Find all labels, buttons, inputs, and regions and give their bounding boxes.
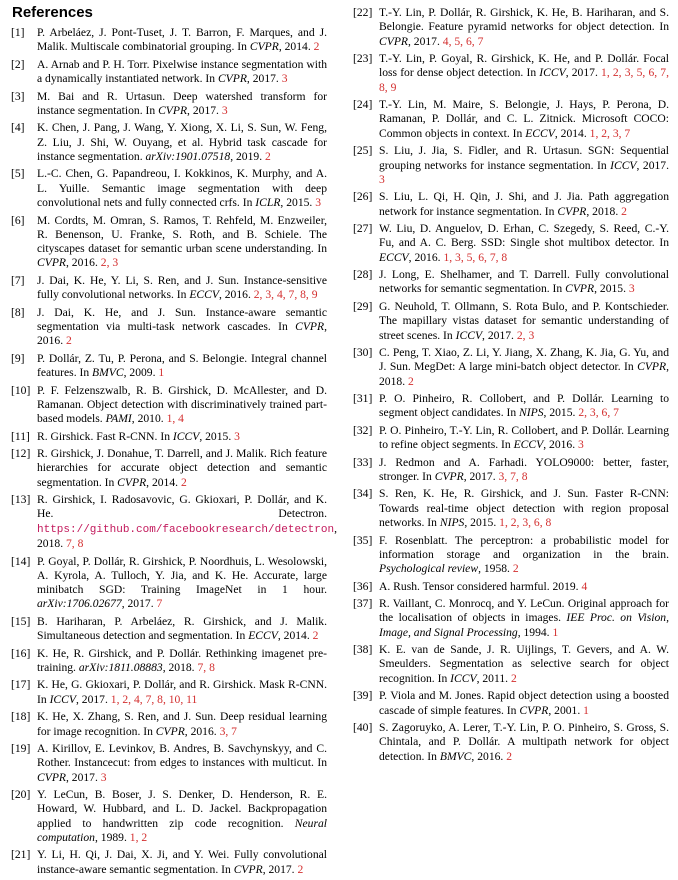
reference-url-link[interactable]: https://github.com/facebookresearch/detectron	[37, 523, 335, 536]
reference-venue: PAMI	[105, 412, 132, 426]
reference-number: [5]	[11, 167, 25, 181]
reference-number: [21]	[11, 848, 31, 862]
reference-text: T.-Y. Lin, P. Dollár, R. Girshick, K. He, B. Hariharan, and S. Belongie. Feature pyramid networks for object detection. In	[379, 6, 669, 34]
reference-number: [7]	[11, 273, 25, 287]
reference-venue: arXiv:1811.08883	[78, 660, 163, 674]
reference-entry	[11, 493, 337, 551]
reference-number: [29]	[353, 299, 373, 313]
reference-text: P. Viola and M. Jones. Rapid object detection using a boosted cascade of simple features. In	[379, 689, 669, 717]
reference-venue: CVPR	[434, 469, 464, 483]
reference-venue: CVPR	[379, 34, 408, 48]
reference-year: , 2018.	[37, 521, 337, 551]
backref-page-links[interactable]: 2	[621, 204, 627, 218]
reference-year: , 2017.	[565, 66, 598, 80]
reference-text: S. Zagoruyko, A. Lerer, T.-Y. Lin, P. O. Pinheiro, S. Gross, S. Chintala, and P. Dollár. A multipath network for object detection. In	[379, 721, 669, 763]
section-title: References	[12, 4, 93, 21]
reference-venue: arXiv:1901.07518	[145, 149, 231, 163]
reference-number: [22]	[353, 6, 373, 19]
reference-venue: CVPR	[158, 103, 188, 117]
reference-text: A. Kirillov, E. Levinkov, B. Andres, B. Savchynskyy, and C. Rother. Instancecut: from edges to instances with multicut. In	[37, 742, 327, 770]
reference-number: [3]	[11, 89, 25, 103]
backref-page-links[interactable]: 3, 7	[219, 724, 237, 738]
backref-page-links[interactable]: 3	[578, 438, 584, 452]
backref-page-links[interactable]: 1, 2, 3, 5, 6, 7, 8, 9	[379, 66, 669, 94]
reference-entry	[353, 392, 669, 421]
reference-year: , 2015.	[199, 429, 232, 443]
reference-entry	[353, 487, 669, 530]
reference-entry	[11, 121, 327, 164]
backref-page-links[interactable]: 3, 7, 8	[498, 469, 528, 483]
reference-number: [31]	[353, 392, 373, 406]
backref-page-links[interactable]: 3	[315, 196, 322, 210]
reference-year: , 2015.	[594, 282, 626, 296]
reference-year: , 2017.	[246, 72, 279, 86]
reference-year: , 2017.	[636, 158, 669, 172]
reference-year: , 2016.	[37, 319, 327, 348]
backref-page-links[interactable]: 2	[265, 149, 271, 163]
backref-page-links[interactable]: 2, 3	[100, 256, 119, 270]
reference-venue: ECCV	[189, 288, 219, 302]
backref-page-links[interactable]: 7	[156, 597, 163, 611]
reference-entry	[11, 678, 327, 707]
reference-text: R. Girshick. Fast R-CNN. In	[37, 429, 173, 443]
backref-page-links[interactable]: 1, 2, 3, 7	[589, 126, 631, 140]
reference-year: , 2015.	[543, 406, 576, 420]
reference-venue: CVPR	[557, 204, 587, 218]
reference-venue: ICCV	[172, 429, 200, 443]
reference-entry	[353, 98, 669, 141]
reference-venue: NIPS	[519, 406, 544, 420]
backref-page-links[interactable]: 1, 2, 4, 7, 8, 10, 11	[110, 692, 198, 706]
reference-number: [24]	[353, 98, 373, 112]
reference-entry	[11, 710, 327, 739]
reference-number: [26]	[353, 190, 373, 204]
reference-text: J. Redmon and A. Farhadi. YOLO9000: better, faster, stronger. In	[379, 455, 669, 483]
reference-venue: ICCV	[455, 328, 483, 342]
reference-number: [2]	[11, 57, 25, 71]
backref-page-links[interactable]: 2, 3, 4, 7, 8, 9	[253, 288, 318, 302]
backref-page-links[interactable]: 7, 8	[66, 537, 84, 551]
reference-year: , 2017.	[75, 692, 108, 706]
reference-year: , 2016.	[408, 250, 441, 264]
reference-text: R. Girshick, I. Radosavovic, G. Gkioxari, P. Dollár, and K. He. Detectron.	[37, 493, 327, 521]
reference-text: B. Hariharan, P. Arbeláez, R. Girshick, and J. Malik. Simultaneous detection and segmentation. In	[37, 614, 327, 643]
reference-number: [40]	[353, 721, 373, 735]
reference-number: [20]	[11, 788, 31, 802]
reference-venue: ICCV	[450, 671, 477, 685]
backref-page-links[interactable]: 1, 2	[129, 831, 148, 844]
reference-year: , 2016.	[543, 438, 576, 452]
reference-venue: CVPR	[37, 770, 66, 784]
reference-entry	[353, 534, 669, 577]
backref-page-links[interactable]: 7, 8	[197, 660, 215, 674]
reference-text: A. Arnab and P. H. Torr. Pixelwise instance segmentation with a dynamically instantiated network. In	[37, 57, 327, 86]
backref-page-links[interactable]: 2	[510, 671, 517, 685]
backref-page-links[interactable]: 3	[628, 282, 635, 296]
reference-venue: CVPR	[295, 319, 325, 333]
reference-number: [11]	[11, 429, 30, 443]
reference-number: [15]	[11, 614, 31, 628]
reference-number: [28]	[353, 268, 373, 282]
reference-venue: IEE Proc. on Vision, Image, and Signal Processing	[379, 611, 669, 639]
backref-page-links[interactable]: 3	[234, 429, 240, 443]
reference-entry	[11, 615, 327, 644]
reference-venue: Psychological review	[379, 562, 479, 576]
reference-number: [25]	[353, 144, 373, 158]
reference-venue: CVPR	[565, 282, 595, 296]
backref-page-links[interactable]: 2, 3	[516, 328, 535, 342]
reference-text: K. He, R. Girshick, and P. Dollár. Rethinking imagenet pre-training.	[37, 646, 327, 674]
reference-number: [12]	[11, 447, 31, 461]
reference-year: , 2014.	[278, 40, 311, 54]
reference-entry	[353, 300, 669, 343]
reference-venue: ECCV	[513, 438, 544, 452]
reference-entry	[353, 689, 669, 718]
reference-entry	[11, 647, 327, 676]
backref-page-links[interactable]: 2	[180, 475, 187, 489]
reference-year: , 2017.	[463, 469, 496, 483]
reference-number: [30]	[353, 346, 373, 360]
reference-entry	[353, 222, 669, 265]
reference-year: , 2018.	[162, 660, 195, 674]
reference-year: , 1994.	[517, 625, 550, 639]
reference-entry	[353, 190, 669, 219]
reference-year: , 2016.	[471, 749, 504, 763]
reference-entry	[11, 352, 327, 381]
reference-entry	[11, 742, 327, 785]
reference-entry	[353, 6, 669, 49]
reference-number: [18]	[11, 710, 31, 724]
reference-entry	[353, 597, 669, 640]
reference-entry	[11, 26, 327, 55]
reference-number: [16]	[11, 646, 31, 660]
reference-year: , 2001.	[548, 703, 581, 717]
reference-year: , 2016.	[65, 256, 98, 270]
reference-text: W. Liu, D. Anguelov, D. Erhan, C. Szegedy, S. Reed, C.-Y. Fu, and A. C. Berg. SSD: Single shot multibox detector. In	[379, 222, 669, 250]
reference-entry	[11, 384, 327, 427]
backref-page-links[interactable]: 1	[552, 625, 559, 639]
reference-venue: ECCV	[525, 126, 555, 140]
reference-text: K. He, G. Gkioxari, P. Dollár, and R. Girshick. Mask R-CNN. In	[37, 678, 327, 706]
reference-number: [27]	[353, 222, 373, 236]
reference-entry	[353, 580, 669, 594]
reference-number: [35]	[353, 533, 373, 547]
reference-year: , 2014.	[277, 629, 310, 643]
reference-venue: NIPS	[439, 516, 465, 530]
backref-page-links[interactable]: 3	[221, 103, 228, 117]
reference-entry	[11, 214, 327, 271]
reference-year: , 1989.	[94, 831, 127, 844]
reference-number: [13]	[11, 493, 31, 507]
reference-entry	[353, 424, 669, 453]
backref-page-links[interactable]: 2, 3, 6, 7	[578, 406, 619, 420]
reference-text: K. Chen, J. Pang, J. Wang, Y. Xiong, X. Li, S. Sun, W. Feng, Z. Liu, J. Shi, W. Ouyang, et al. Hybrid task cascade for instance segmentation.	[37, 121, 327, 163]
backref-page-links[interactable]: 2	[66, 334, 72, 348]
reference-number: [17]	[11, 678, 31, 692]
reference-entry	[11, 90, 327, 119]
reference-venue: BMVC	[92, 366, 124, 380]
reference-year: , 2015.	[464, 516, 497, 530]
reference-year: , 2011.	[476, 671, 509, 685]
reference-venue: CVPR	[249, 40, 279, 54]
reference-number: [34]	[353, 487, 373, 501]
reference-entry	[353, 268, 669, 297]
reference-text: R. Girshick, J. Donahue, T. Darrell, and J. Malik. Rich feature hierarchies for accurate object detection and semantic segmentation. In	[37, 447, 327, 489]
reference-venue: arXiv:1706.02677	[37, 597, 122, 611]
reference-text: C. Peng, T. Xiao, Z. Li, Y. Jiang, X. Zhang, K. Jia, G. Yu, and J. Sun. MegDet: A large mini-batch object detector. In	[379, 346, 669, 374]
reference-year: , 2014.	[554, 126, 587, 140]
reference-text: K. E. van de Sande, J. R. Uijlings, T. Gevers, and A. W. Smeulders. Segmentation as selective search for object recognition. In	[379, 643, 669, 685]
reference-year: , 2017.	[65, 770, 98, 784]
reference-venue: ICLR	[255, 196, 281, 210]
backref-page-links[interactable]: 1	[583, 703, 589, 717]
reference-text: S. Liu, L. Qi, H. Qin, J. Shi, and J. Jia. Path aggregation network for instance segmentation. In	[379, 190, 669, 218]
reference-text: A. Rush. Tensor considered harmful. 2019.	[379, 579, 579, 593]
reference-year: , 2015.	[280, 196, 313, 210]
reference-year: , 2014.	[146, 475, 179, 489]
reference-text: T.-Y. Lin, M. Maire, S. Belongie, J. Hays, P. Perona, D. Ramanan, P. Dollár, and C. L. Zitnick. Microsoft COCO: Common objects in context. In	[379, 98, 669, 140]
reference-text: T.-Y. Lin, P. Goyal, R. Girshick, K. He, and P. Dollár. Focal loss for dense object detection. In	[379, 52, 669, 80]
reference-venue: ECCV	[379, 250, 409, 264]
reference-venue: CVPR	[233, 862, 263, 876]
reference-entry	[11, 447, 327, 490]
reference-venue: CVPR	[117, 475, 147, 489]
references-column-right	[353, 6, 669, 767]
reference-venue: BMVC	[439, 749, 472, 763]
reference-text: J. Dai, K. He, Y. Li, S. Ren, and J. Sun. Instance-sensitive fully convolutional networks. In	[37, 273, 327, 302]
reference-text: F. Rosenblatt. The perceptron: a probabilistic model for information storage and organization in the brain.	[379, 533, 669, 561]
backref-page-links[interactable]: 2	[506, 749, 513, 763]
reference-number: [9]	[11, 351, 25, 365]
reference-text: M. Bai and R. Urtasun. Deep watershed transform for instance segmentation. In	[37, 89, 327, 117]
reference-number: [6]	[11, 213, 25, 227]
reference-number: [23]	[353, 52, 373, 66]
reference-number: [32]	[353, 423, 373, 437]
reference-number: [14]	[11, 554, 31, 568]
reference-number: [10]	[11, 383, 31, 397]
reference-entry	[11, 555, 327, 612]
reference-text: J. Long, E. Shelhamer, and T. Darrell. Fully convolutional networks for semantic segmentation. In	[379, 268, 669, 296]
reference-year: , 2017.	[121, 597, 154, 611]
reference-text: M. Cordts, M. Omran, S. Ramos, T. Rehfeld, M. Enzweiler, R. Benenson, U. Franke, S. Roth, and B. Schiele. The cityscapes dataset for semantic urban scene understanding. In	[37, 213, 327, 256]
reference-venue: CVPR	[155, 724, 185, 738]
reference-venue: CVPR	[217, 72, 247, 86]
reference-venue: CVPR	[37, 256, 66, 270]
reference-number: [38]	[353, 643, 373, 657]
reference-text: P. Goyal, P. Dollár, R. Girshick, P. Noordhuis, L. Wesolowski, A. Kyrola, A. Tulloch, Y. Jia, and K. He. Accurate, large minibatch SGD: Training ImageNet in 1 hour.	[37, 554, 327, 597]
reference-number: [33]	[353, 455, 373, 469]
reference-text: P. Arbeláez, J. Pont-Tuset, J. T. Barron, F. Marques, and J. Malik. Multiscale combinatorial grouping. In	[37, 26, 327, 54]
reference-entry	[353, 721, 669, 764]
reference-number: [39]	[353, 689, 373, 703]
backref-page-links[interactable]: 2	[297, 862, 304, 876]
reference-entry	[11, 306, 327, 349]
reference-number: [1]	[11, 26, 25, 39]
reference-year: , 2009.	[123, 366, 156, 380]
reference-text: S. Ren, K. He, R. Girshick, and J. Sun. Faster R-CNN: Towards real-time object detection with region proposal networks. In	[379, 487, 669, 530]
backref-page-links[interactable]: 1	[158, 366, 165, 380]
backref-page-links[interactable]: 4, 5, 6, 7	[442, 34, 484, 48]
reference-number: [36]	[353, 579, 373, 593]
reference-year: , 1958.	[478, 562, 510, 576]
reference-number: [4]	[11, 121, 25, 135]
reference-year: , 2016.	[218, 288, 251, 302]
reference-entry	[353, 643, 669, 686]
backref-page-links[interactable]: 2	[512, 562, 519, 576]
reference-year: , 2019.	[230, 149, 263, 163]
backref-page-links[interactable]: 3	[379, 172, 385, 186]
reference-venue: ECCV	[248, 629, 278, 643]
reference-text: Y. Li, H. Qi, J. Dai, X. Ji, and Y. Wei. Fully convolutional instance-aware semantic segmentation. In	[37, 848, 327, 876]
reference-year: , 2017.	[262, 862, 295, 876]
reference-entry	[353, 144, 669, 187]
reference-entry	[353, 456, 669, 485]
reference-entry	[11, 788, 327, 845]
reference-text: P. O. Pinheiro, T.-Y. Lin, R. Collobert, and P. Dollár. Learning to refine object segments. In	[379, 423, 669, 452]
reference-venue: Neural computation	[37, 816, 327, 844]
reference-year: , 2018.	[586, 204, 619, 218]
reference-text: P. O. Pinheiro, R. Collobert, and P. Dollár. Learning to segment object candidates. In	[379, 392, 669, 420]
reference-year: , 2017.	[407, 34, 440, 48]
backref-page-links[interactable]: 4	[581, 579, 588, 593]
backref-page-links[interactable]: 1, 4	[166, 412, 184, 426]
reference-year: , 2017.	[187, 103, 219, 117]
reference-venue: ICCV	[539, 66, 566, 80]
reference-year: , 2010.	[131, 412, 164, 426]
backref-page-links[interactable]: 1, 3, 5, 6, 7, 8	[443, 250, 508, 264]
reference-entry	[11, 274, 327, 303]
backref-page-links[interactable]: 1, 2, 3, 6, 8	[499, 516, 552, 530]
reference-text: R. Vaillant, C. Monrocq, and Y. LeCun. Original approach for the localisation of objects in images.	[379, 597, 669, 625]
reference-entry	[11, 430, 327, 444]
backref-page-links[interactable]: 2	[408, 374, 414, 388]
reference-text: Y. LeCun, B. Boser, J. S. Denker, D. Henderson, R. E. Howard, W. Hubbard, and L. D. Jackel. Backpropagation applied to handwritten zip code recognition.	[37, 788, 327, 830]
reference-venue: CVPR	[519, 703, 549, 717]
reference-number: [19]	[11, 742, 31, 756]
backref-page-links[interactable]: 2	[312, 629, 319, 643]
reference-text: L.-C. Chen, G. Papandreou, I. Kokkinos, K. Murphy, and A. L. Yuille. Semantic image segmentation with deep convolutional nets and fully connected crfs. In	[37, 167, 327, 210]
reference-venue: ICCV	[49, 692, 76, 706]
backref-page-links[interactable]: 2	[313, 40, 320, 54]
references-column-left	[11, 26, 337, 880]
reference-year: , 2016.	[184, 724, 217, 738]
reference-entry	[353, 346, 669, 389]
reference-entry	[11, 58, 327, 87]
reference-text: P. Dollár, Z. Tu, P. Perona, and S. Belongie. Integral channel features. In	[37, 351, 327, 380]
backref-page-links[interactable]: 3	[281, 72, 288, 86]
reference-number: [37]	[353, 597, 373, 611]
reference-venue: ICCV	[610, 158, 637, 172]
reference-year: , 2017.	[482, 328, 514, 342]
reference-venue: CVPR	[637, 360, 667, 374]
reference-text: G. Neuhold, T. Ollmann, S. Rota Bulo, and P. Kontschieder. The mapillary vistas dataset for semantic understanding of street scenes. In	[379, 299, 669, 342]
reference-text: P. F. Felzenszwalb, R. B. Girshick, D. McAllester, and D. Ramanan. Object detection with discriminatively trained part-based models.	[37, 383, 327, 426]
reference-text: K. He, X. Zhang, S. Ren, and J. Sun. Deep residual learning for image recognition. In	[37, 710, 327, 738]
reference-entry	[11, 167, 327, 210]
reference-number: [8]	[11, 305, 25, 319]
reference-text: S. Liu, J. Jia, S. Fidler, and R. Urtasun. SGN: Sequential grouping networks for instance segmentation. In	[379, 144, 669, 172]
backref-page-links[interactable]: 3	[100, 770, 107, 784]
reference-text: J. Dai, K. He, and J. Sun. Instance-aware semantic segmentation via multi-task network cascades. In	[37, 305, 327, 333]
reference-entry	[353, 52, 669, 95]
reference-year: , 2018.	[379, 360, 669, 388]
